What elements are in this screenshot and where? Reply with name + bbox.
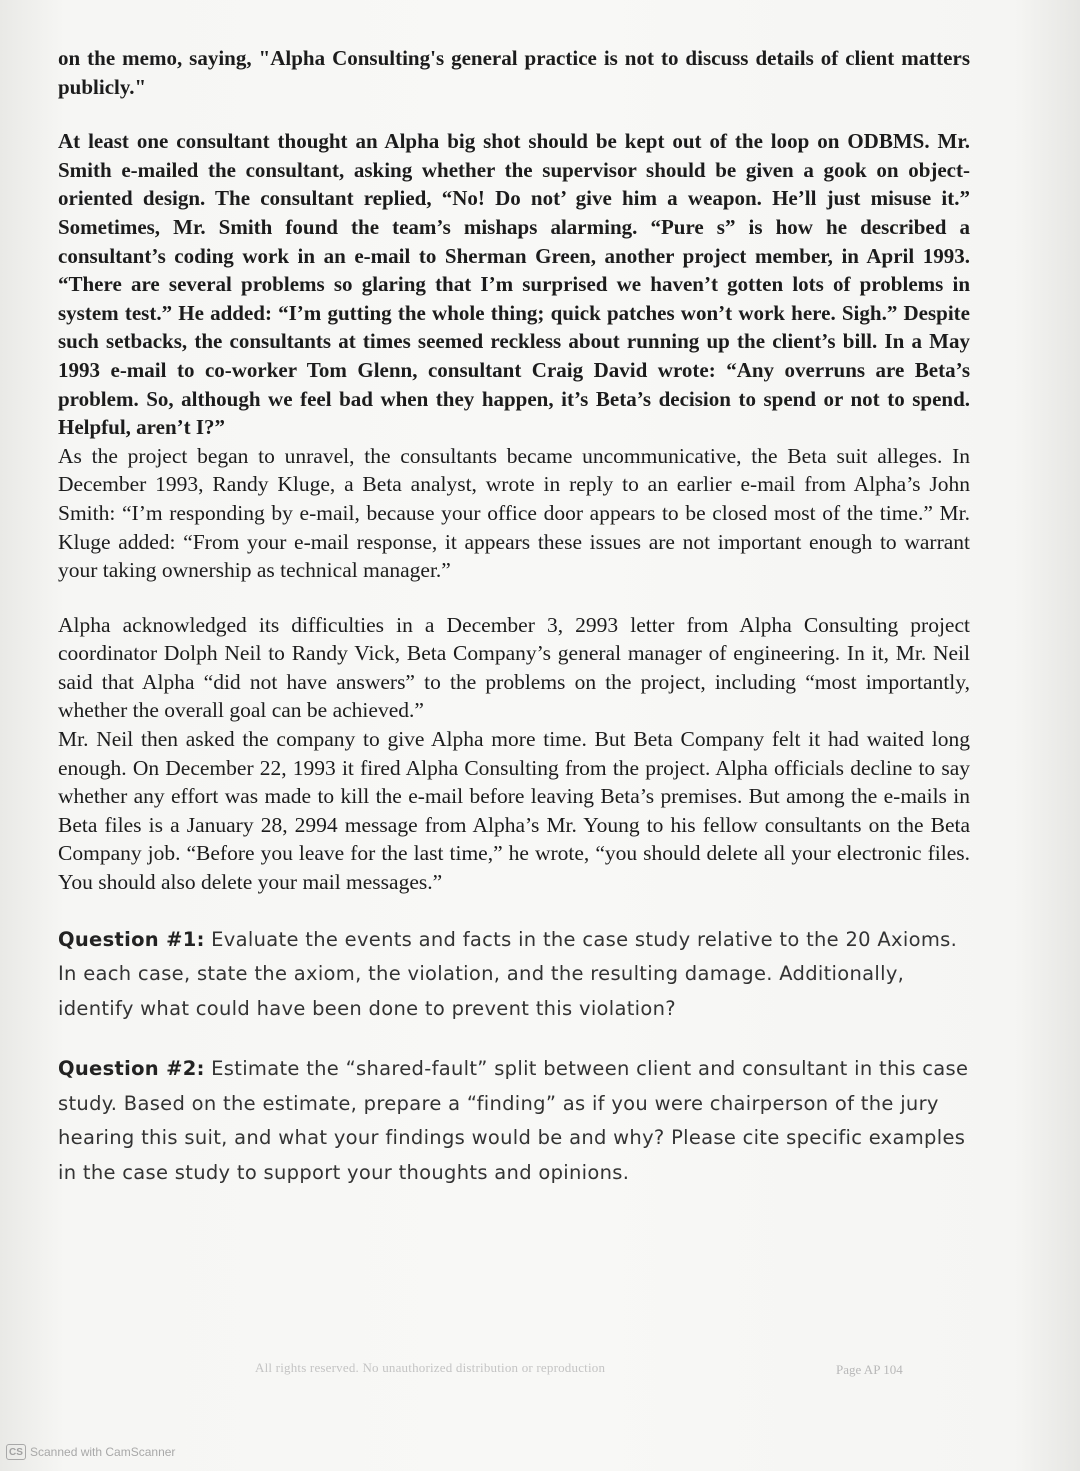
question-2 xyxy=(58,1052,970,1190)
question-1 xyxy=(58,923,970,1027)
paragraph-odbms: At least one consultant thought an Alpha big shot should be kept out of the loop on ODBMS. Mr. Smith e-mailed the consultant, asking whether the supervisor should be given a gook on object-oriented design. The consultant replied, “No! Do not’ give him a weapon. He’ll just misuse it.” Sometimes, Mr. Smith found the team’s mishaps alarming. “Pure s” is how he described a consultant’s coding work in an e-mail to Sherman Green, another project member, in April 1993. “There are several problems so glaring that I’m surprised we haven’t gotten lots of problems in system test.” He added: “I’m gutting the whole thing; quick patches won’t work here. Sigh.” Despite such setbacks, the consultants at times seemed reckless about running up the client’s bill. In a May 1993 e-mail to co-worker Tom Glenn, consultant Craig David wrote: “Any overruns are Beta’s problem. So, although we feel bad when they happen, it’s Beta’s decision to spend or not to spend. Helpful, aren’t I?” xyxy=(58,129,970,440)
question-2-label: Question #2: xyxy=(58,1057,205,1081)
question-1-label: Question #1: xyxy=(58,927,205,951)
question-2-text: Estimate the “shared-fault” split between client and consultant in this case study. Based on the estimate, prepare a “finding” as if you were chairperson of the jury hearing this suit, and what your findings would be and why? Please cite specific examples in the case study to support your thoughts and opinions. xyxy=(58,1057,969,1184)
camscanner-logo-icon: CS xyxy=(6,1444,26,1460)
footer-page-number: Page AP 104 xyxy=(836,1362,903,1377)
paragraph-unravel: As the project began to unravel, the consultants became uncommunicative, the Beta suit alleges. In December 1993, Randy Kluge, a Beta analyst, wrote in reply to an earlier e-mail from Alpha’s John Smith: “I’m responding by e-mail, because your office door appears to be closed most of the time.” Mr. Kluge added: “From your e-mail response, it appears these issues are not important enough to warrant your taking ownership as technical manager.” xyxy=(58,443,970,583)
document-body xyxy=(58,44,970,1190)
camscanner-label: Scanned with CamScanner xyxy=(30,1445,176,1459)
camscanner-watermark xyxy=(6,1444,175,1460)
paragraph-fired: Mr. Neil then asked the company to give Alpha more time. But Beta Company felt it had waited long enough. On December 22, 1993 it fired Alpha Consulting from the project. Alpha officials decline to say whether any effort was made to kill the e-mail before leaving Beta’s premises. But among the e-mails in Beta files is a January 28, 2994 message from Alpha’s Mr. Young to his fellow consultants on the Beta Company job. “Before you leave for the last time,” he wrote, “you should delete all your electronic files. You should also delete your mail messages.” xyxy=(58,727,970,895)
paragraph-acknowledged: Alpha acknowledged its difficulties in a December 3, 2993 letter from Alpha Consulting project coordinator Dolph Neil to Randy Vick, Beta Company’s general manager of engineering. In it, Mr. Neil said that Alpha “did not have answers” to the problems on the project, including “most importantly, whether the overall goal can be achieved.” xyxy=(58,612,970,723)
paragraph-memo-quote: on the memo, saying, "Alpha Consulting's general practice is not to discuss details of client matters publicly." xyxy=(58,46,970,99)
footer-rights-notice: All rights reserved. No unauthorized distribution or reproduction xyxy=(255,1360,606,1375)
question-1-text: Evaluate the events and facts in the case study relative to the 20 Axioms. In each case, state the axiom, the violation, and the resulting damage. Additionally, identify what could have been done to prevent this violation? xyxy=(58,927,958,1020)
